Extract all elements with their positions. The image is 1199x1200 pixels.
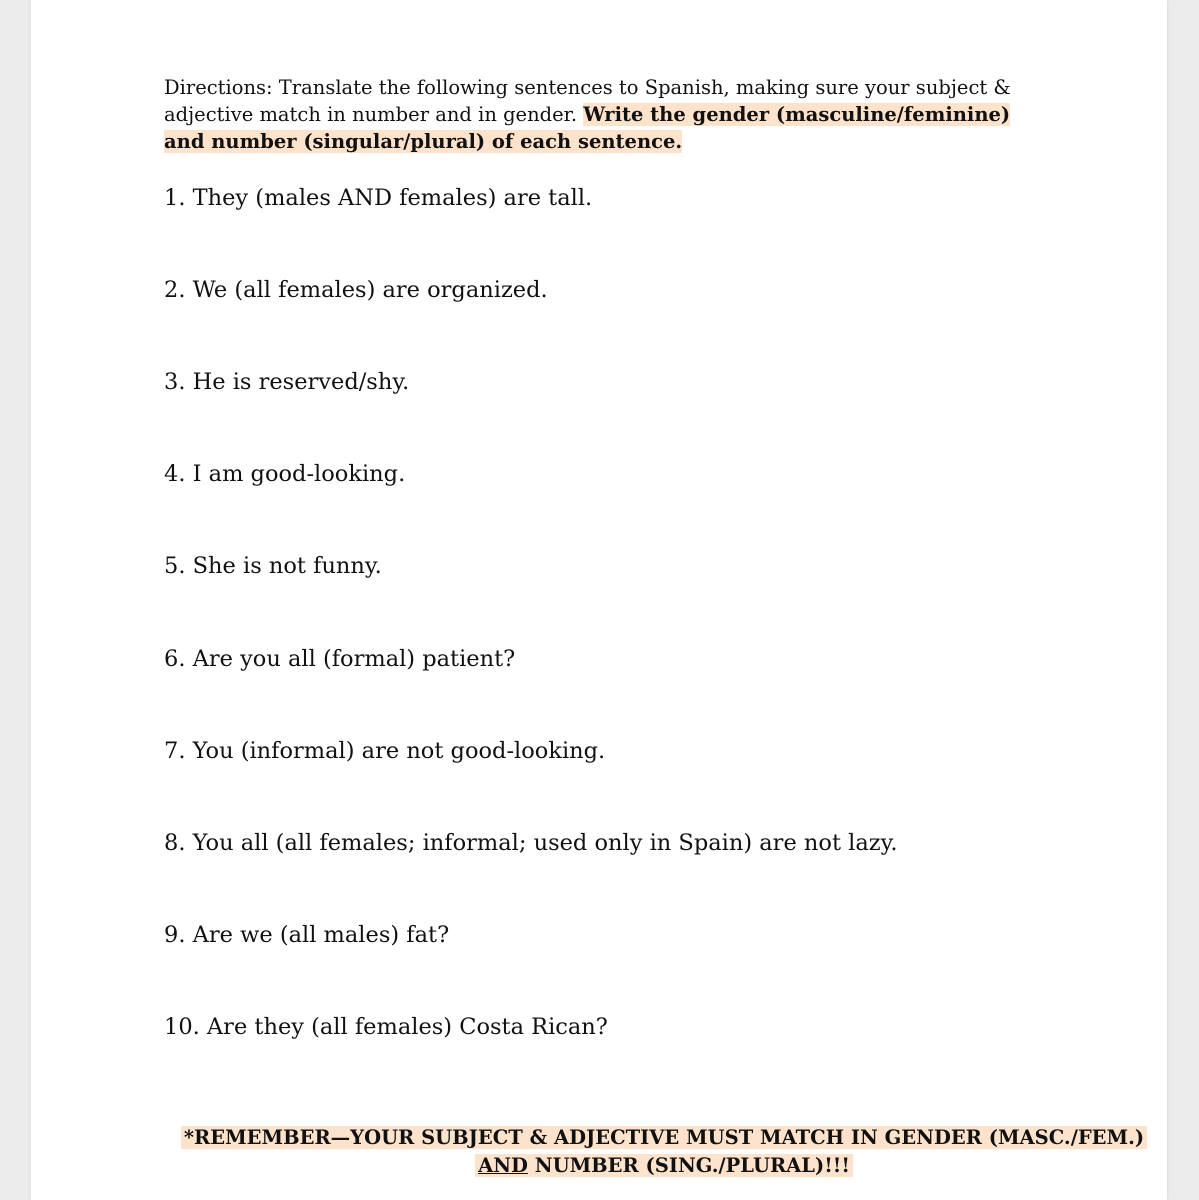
question-7: 7. You (informal) are not good-looking.	[164, 738, 606, 764]
reminder-note	[164, 1124, 1164, 1180]
directions-text: Directions: Translate the following sentences to Spanish, making sure your subject & adjective match in number and in gender.	[164, 76, 1011, 126]
reminder-line-2	[475, 1154, 853, 1177]
directions-highlighted-text: Write the gender (masculine/feminine) and number (singular/plural) of each sentence.	[164, 103, 1011, 153]
document-page	[31, 0, 1167, 1200]
question-1: 1. They (males AND females) are tall.	[164, 185, 593, 211]
directions-paragraph	[164, 74, 1044, 155]
question-4: 4. I am good-looking.	[164, 461, 406, 487]
question-2: 2. We (all females) are organized.	[164, 277, 548, 303]
reminder-line-2-text: NUMBER (SING./PLURAL)!!!	[527, 1154, 850, 1177]
reminder-line-1: *REMEMBER—YOUR SUBJECT & ADJECTIVE MUST MATCH IN GENDER (MASC./FEM.)	[181, 1126, 1147, 1149]
document-content	[164, 74, 1145, 1177]
reminder-underlined-word: AND	[478, 1154, 528, 1177]
question-5: 5. She is not funny.	[164, 553, 382, 579]
question-6: 6. Are you all (formal) patient?	[164, 646, 516, 672]
question-10: 10. Are they (all females) Costa Rican?	[164, 1014, 608, 1040]
question-8: 8. You all (all females; informal; used only in Spain) are not lazy.	[164, 830, 898, 856]
question-9: 9. Are we (all males) fat?	[164, 922, 450, 948]
question-3: 3. He is reserved/shy.	[164, 369, 410, 395]
